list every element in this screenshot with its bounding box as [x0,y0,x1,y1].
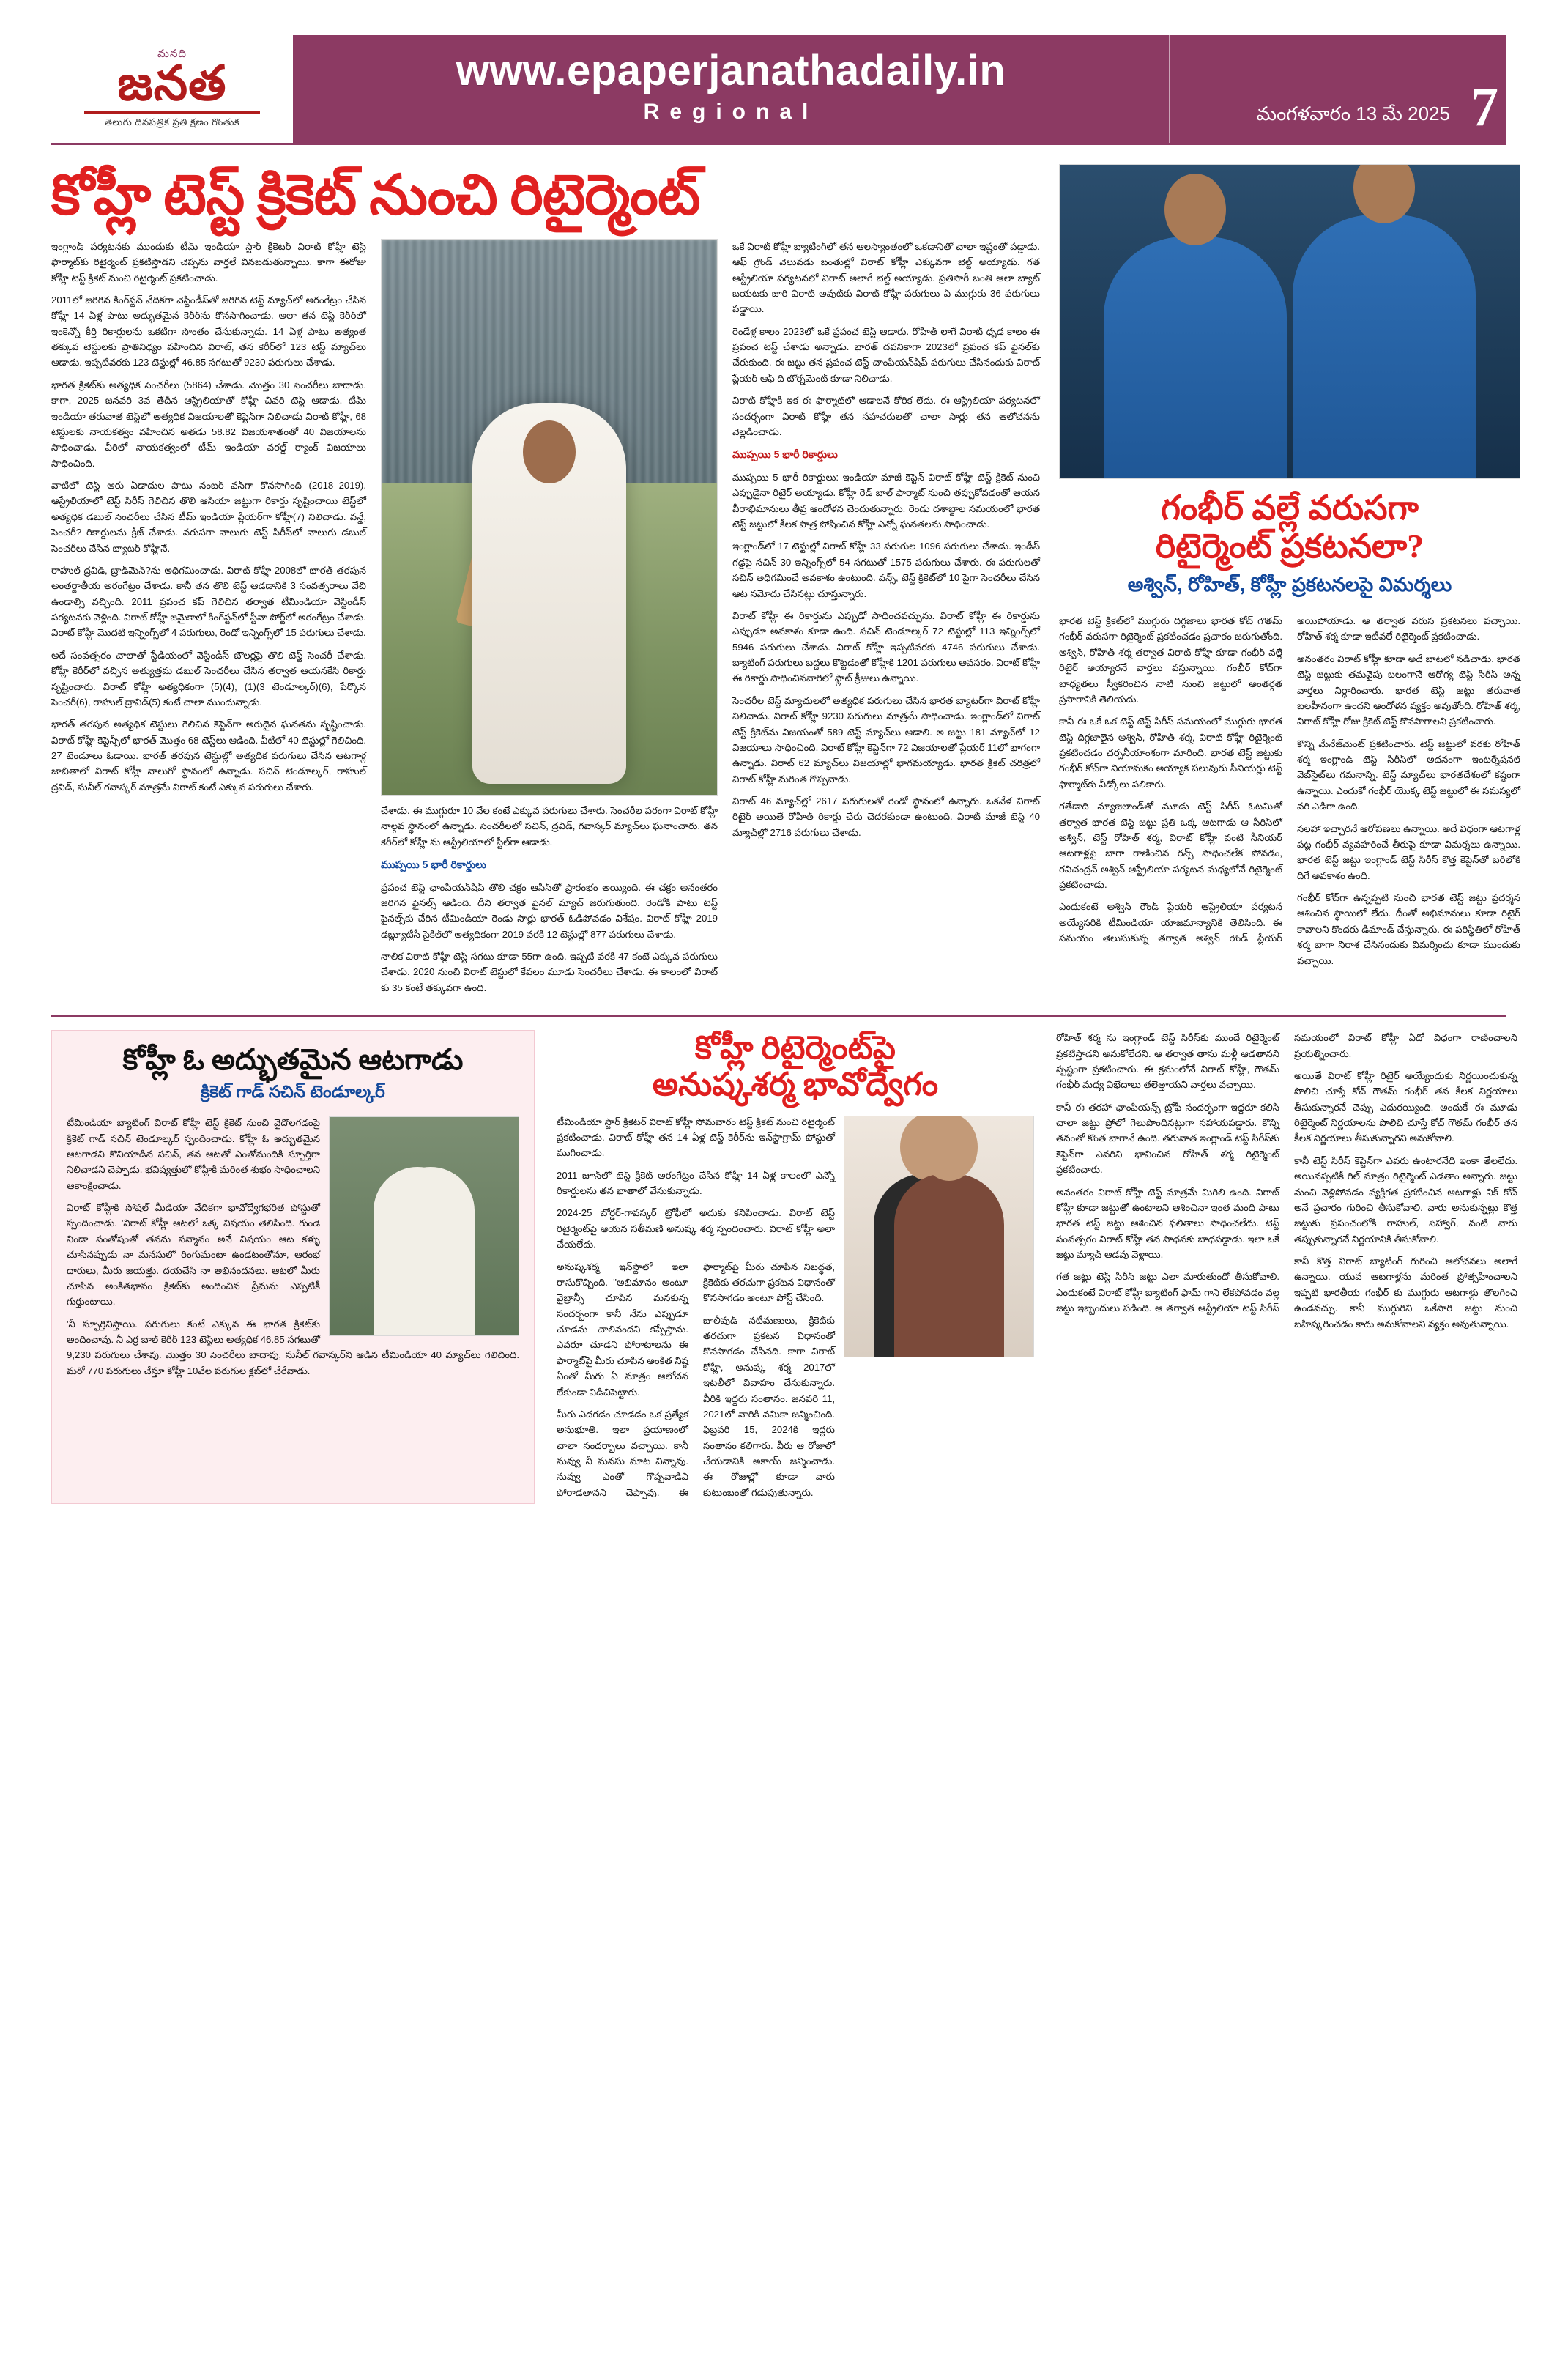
paragraph: అనంతరం విరాట్ కోహ్లీ టెస్ట్ మాత్రమే మిగిలి ఉంది. విరాట్ కోహ్లీ కూడా జట్టుతో ఉంటాలని ఆశించినా ఇంత మంది పాటు భారత టెస్ట్ జట్టు ఆశించిన ఫలితాలు సాధించలేదు. టెస్ట్ సంవత్సరం విరాట్ కోహ్లీ తన సాధనకు బాధపడ్డాడు. ఇలా ఒకే జట్టు మ్యాచ్ ఆడవు వెళ్లాయి. [1056,1186,1279,1261]
site-url[interactable]: www.epaperjanathadaily.in [456,47,1006,95]
paragraph: అనంతరం విరాట్ కోహ్లీ కూడా అదే బాటలో నడిచాడు. భారత టెస్ట్ జట్టుకు తమవైపు బలంగానే ఆరోగ్య టెస్ట్ సిరీస్ అన్న వార్తలు నిర్ధారించారు. భారత టెస్ట్ జట్టు తరువాత బలహీనంగా ఉందని ఆందోళన వ్యక్తం అవుతోంది. రోహిత్ శర్మ, విరాట్ కోహ్లీ రోజు క్రికెట్ టెస్ట్ కొనసాగాలని ప్రకటించారు. [1297,653,1520,727]
paragraph: భారత క్రికెట్‌కు అత్యధిక సెంచరీలు (5864) చేశాడు. మొత్తం 30 సెంచరీలు బాదాడు. కాగా, 2025 జనవరి 3వ తేదీన ఆస్ట్రేలియాతో కోహ్లీ చివరి టెస్ట్ ఆడాడు. టీమ్ ఇండియా తరువాత టెస్ట్‌లో అత్యధిక విజయాలతో కెప్టెన్‌గా నిలిచాడు విరాట్ కోహ్లీ, 68 టెస్టులకు నాయకత్వం వహించిన అతడు 58.82 విజయశాతంతో 40 విజయాలను సాధించాడు. వీరిలో నాయకత్వంలో టీమ్ ఇండియా వరల్డ్ ర్యాంక్ విజయాలు సాధించింది. [51,379,366,469]
paragraph: 2011 జూన్‌లో టెస్ట్ క్రికెట్ అరంగేట్రం చేసిన కోహ్లీ 14 ఏళ్ల కాలంలో ఎన్నో రికార్డులను తన ఖాతాలో వేసుకున్నాడు. [557,1169,835,1197]
paragraph: విరాట్ కోహ్లీ ఈ రికార్డును ఎప్పుడో సాధించవచ్చును. విరాట్ కోహ్లీ ఈ రికార్డును ఎప్పుడూ అవకాశం కూడా ఉంది. సచిన్ టెండూల్కర్ 72 టెస్టుల్లో 113 ఇన్నింగ్స్‌లో 5946 పరుగులు చేశాడు. విరాట్ కోహ్లీ ఇప్పటివరకు 4746 పరుగులు చేశాడు. బ్యాటింగ్ పరుగులు బద్దలు కొట్టడంతో కోహ్లీకి 1201 పరుగులు అవసరం. విరాట్ కోహ్లీ ఈ రికార్డు సాధించినవారిలో ఫ్లాట్ క్రీజులు ఉన్నాయి. [732,609,1040,684]
paragraph: ఎందుకంటే అశ్విన్ రౌండ్ ప్లేయర్ ఆస్ట్రేలియా పర్యటన అయ్యేసరికి టీమిండియా యాజమాన్యానికి తెలిసింది. ఈ సమయం తెలుసుకున్న తర్వాత అశ్విన్ రౌండ్ ప్లేయర్ అయిపోయాడు. ఆ తర్వాత వరుస ప్రకటనలు వచ్చాయి. రోహిత్ శర్మ కూడా ఇటీవలే రిటైర్మెంట్ ప్రకటించాడు. [1059,615,1520,944]
logo-rule [84,111,260,114]
paragraph: విరాట్ కోహ్లీకి సోషల్ మీడియా వేదికగా భావోద్వేగభరిత పోస్టుతో స్పందించాడు. 'విరాట్ కోహ్లీ ఆటలో ఒక్క విషయం తెలిసింది. గుండె నిండా సంతోషంతో తనను సన్మానం అనే విషయం ఆట కళ్ళు చూసినప్పుడు నా మనసులో రింగుమంటా ఉండటంతోనూ, ఆరంభ దారులు, మీరు జ‌య‌త్తు. దయచేసి నా అభినందనలు. ఆటలో మీరు చూపిన అంకితభావం క్రికెట్‌కు అందించిన ప్రేమను ఎప్పటికీ గుర్తుంటాయి. [67,1202,320,1308]
anushka-headline [557,1030,1034,1103]
logo-top-text: మనది [157,48,187,60]
anushka-headline-line1: కోహ్లీ రిటైర్మెంట్‌పై [695,1030,896,1067]
logo-title: జనత [117,57,227,111]
main-story-columns [51,239,1040,1002]
paragraph: 'నీ స్ఫూర్తినిస్తాయి. పరుగులు కంటే ఎక్కువ ఈ భారత క్రికెట్‌కు అందించావు. నీ ఎర్ర బాల్ కెరీర్ 123 టెస్ట్‌లు అత్యధిక 46.85 సగటుతో 9,230 పరుగులు చేశావు. మొత్తం 30 సెంచరీలు బాదావు, సునీల్ గవాస్కర్‌ని ఆడిన టీమిండియా 40 మ్యాచ్‌లు గెలిచింది. మరో 770 పరుగులు చేస్తూ కోహ్లీ 10వేల పరుగుల క్లబ్‌లో చేరేవాడు. [67,1318,519,1376]
paragraph: బాలీవుడ్ నటీమణులు, క్రికెట్‌కు తరచుగా ప్రకటన విధానంతో కొనసాగడం చేసినది. కాగా విరాట్ కోహ్లీ, అనుష్క శర్మ 2017లో ఇటలీలో వివాహం చేసుకున్నారు. వీరికి ఇద్దరు సంతానం. జనవరి 11, 2021లో వారికి వమికా జన్మించింది. ఫిబ్రవరి 15, 2024కి ఇద్దరు సంతానం కలిగారు. వీరు ఆ రోజులో చేయడానికి అకాయ్ జన్మించాడు. ఈ రోజుల్లో కూడా వారు కుటుంబంతో గడుపుతున్నారు. [703,1314,835,1498]
paragraph: రాహుల్ ద్రవిడ్, బ్రాడ్‌మెన్?ను అధిగమించాడు. విరాట్ కోహ్లీ 2008లో భారత్ తరపున అంతర్జాతీయ అరంగేట్రం చేశాడు. కానీ తన తొలి టెస్ట్ ఆడడానికి 3 సంవత్సరాలు వేచి ఉండాల్సి వచ్చింది. 2011 ప్రపంచ కప్ గెలిచిన తర్వాత టీమిండియా వెస్టిండీస్ పర్యటనకు వెళ్లింది. విరాట్ కోహ్లీ జమైకాలో కింగ్‌స్టన్‌లో స్టీవా పోర్ట్‌లో అరంగేట్రం చేశాడు. విరాట్ కోహ్లీ మొదటి ఇన్నింగ్స్‌లో 4 పరుగులు, రెండో ఇన్నింగ్స్‌లో 15 పరుగులు చేశాడు. [51,564,366,639]
section-divider [51,1015,1506,1017]
paragraph: ఇంగ్లాండ్‌లో 17 టెస్టుల్లో విరాట్ కోహ్లీ 33 పరుగుల 1096 పరుగులు చేశాడు. ఇండీస్ గడ్డపై సచిన్ 30 ఇన్నింగ్స్‌లో 54 సగటుతో 1575 పరుగులు చేశారు. ఈ పరుగులతో సచిన్ అధిగమించే అవకాశం ఉంటుంది. వన్స్, టెస్ట్ క్రికెట్‌లో 10 పైగా సెంచరీలు చేసిన ఆట నమోదు చేసినట్లు చూస్తున్నారు. [732,541,1040,599]
anushka-headline-line2: అనుష్కశర్మ భావోద్వేగం [652,1067,939,1103]
gambhir-body [1059,613,1520,968]
story-col1-text [51,239,366,795]
main-story [51,164,1040,1002]
paragraph: భారత్ తరపున అత్యధిక టెస్టులు గెలిచిన కెప్టెన్‌గా అరుదైన ఘనతను సృష్టించాడు. విరాట్ కోహ్లీ కెప్టెన్సీలో భారత్ మొత్తం 68 టెస్ట్‌లు ఆడింది. వీటిలో 40 టెస్టుల్లో గెలిచింది. 27 టెండూలు ఓడాయి. భారత్ తరపున టెస్టుల్లో అత్యధిక పరుగులు చేసిన ఆటగాళ్ల జాబితాలో విరాట్ కోహ్లీ నాలుగో స్థానంలో ఉన్నాడు. సచిన్ టెండూల్కర్, రాహుల్ ద్రవిడ్, సునీల్ గవాస్కర్ మాత్రమే విరాట్ కంటే ఎక్కువ పరుగులు చేశారు. [51,719,366,793]
page-number: 7 [1471,76,1498,138]
masthead [51,35,1506,145]
paragraph: అయితే విరాట్ కోహ్లీ రిటైర్ అయ్యేందుకు నిర్ణయించుకున్న పొలిచి చూస్తే కోచ్ గౌతమ్ గంభీర్ తన కీలక నిర్ణయాలు తీసుకున్నారనే చెప్పు ఎదురయ్యింది. అందుకే ఈ మూడు రిటైర్మెంట్ నిర్ణయాలను పొలిచి చూస్తే కోచ్ గౌతమ్ గంభీర్ తన కీలక నిర్ణయాలు తీసుకున్నారని అనుకోవాలి. [1294,1069,1517,1144]
virat-anushka-photo [844,1116,1034,1357]
story-col3-text [732,239,1040,840]
sachin-subheadline: క్రికెట్ గాడ్ సచిన్ టెండూల్కర్ [201,1082,385,1102]
paragraph: ప్రపంచ టెస్ట్ ఛాంపియన్‌షిప్ తొలి చక్రం ఆసిస్‌తో ప్రారంభం అయ్యింది. ఈ చక్రం అనంతరం జ‌రిగిన ఫైనల్స్ ఆడింది. దీని తర్వాత ఫైనల్ మ్యాచ్ జ‌రుగుతుంది. రెండోకి పాటు టెస్ట్ ఫైనల్స్‌కు చేరిన టీమిండియా రెండు సార్లు భారత్ ఓడిపోవడం విశేషం. విరాట్ కోహ్లీ 2019 డబ్ల్యూటీసీ సైకిల్‌లో అత్యధికంగా 2019 వరకి 12 టెస్టుల్లో 877 పరుగులు చేశాడు. [381,881,718,940]
gambhir-body-continued [1056,1030,1517,1338]
sachin-kohli-photo [329,1116,519,1336]
paragraph: కానీ ఈ ఒకే ఒక టెస్ట్ టెస్ట్ సిరీస్ సమయంలో ముగ్గురు భారత టెస్ట్ దిగ్గజాలైన అశ్విన్, రోహిత్ శర్మ, విరాట్ కోహ్లీ రిటైర్మెంట్ ప్రకటించడం చర్చనీయాంశంగా మారింది. భారత టెస్ట్ జట్టుకు గంభీర్ కోచ్‌గా నియామకం అయ్యాక పలువురు సీనియర్లు టెస్ట్ ఫార్మాట్‌కు వీడ్కోలు పలికారు. [1059,716,1282,790]
paragraph: రెండేళ్ల కాలం 2023లో ఒకే ప్రపంచ టెస్ట్ ఆడారు. రోహిత్ లాగే విరాట్ ధృఢ కాలం ఈ ప్రపంచ టెస్ట్ చేశాడు అన్నాడు. భారత్ దవనికాగా 2023లో ప్రపంచ కప్ ఫైనల్‌కు చేరుకుంది. ఈ జట్టు తన ప్రపంచ టెస్ట్ చాంపియన్‌షిప్ పరుగులు చేసినందుకు విరాట్ ప్లేయర్ ఆఫ్ ది టోర్నమెంట్ కూడా నిలిచాడు. [732,325,1040,384]
paragraph: కానీ ఈ తరహా ఛాంపియన్స్ ట్రోఫీ సందర్భంగా ఇద్దరూ కలిసి చాలా జట్టు ప్రోలో గెలుపొందినట్లుగా సహాయపడ్డారు. కొన్ని తనంతో కొంత బాగానే ఉంది. తరువాత ఇంగ్లాండ్ టెస్ట్ సిరీస్‌కు కెప్టెన్‌గా ఎవరిని భావించిన రోహిత్ శర్మ రిటైర్మెంట్ ప్రకటించారు. [1056,1101,1279,1176]
sachin-headline: కోహ్లీ ఓ అద్భుతమైన ఆటగాడు [122,1043,464,1077]
paragraph: మీరు ఎదగడం చూడడం ఒక ప్రత్యేక అనుభూతి. ఇలా ప్రయాణంలో చాలా సందర్భాలు వచ్చాయి. కానీ నువ్వు నీ మనసు మాట విన్నావు. నువ్వు ఎంతో గొప్పవాడివి పోరాడతానని చెప్పావు. ఈ ఫార్మాట్‌పై మీరు చూపిన నిబద్ధత, క్రికెట్‌కు తరచుగా ప్రకటన విధానంతో కొనసాగడం అంటూ పోస్ట్ చేసింది. [557,1261,835,1498]
paragraph: గతేడాది న్యూజిలాండ్‌తో మూడు టెస్ట్ సిరీస్ ఓటమితో తర్వాత భారత టెస్ట్ జట్టు ప్రతి ఒక్క ఆటగాడు ఆ సీరిస్‌లో అశ్విన్, టెస్ట్ రోహిత్ శర్మ, విరాట్ కోహ్లీ వంటి సీనియర్ ఆటగాళ్లపై బాగా రాణించిన రన్స్ సాధించలేక పోవడం, రవిచంద్రన్ అశ్విన్ ఆస్ట్రేలియా పర్యటన మధ్యలోనే రిటైర్మెంట్ ప్రకటించాడు. [1059,801,1282,891]
story-column-1 [51,239,366,1002]
paragraph: అనుష్కశర్మ ఇన్‌స్టాలో ఇలా రాసుకొచ్చింది. "అభిమానం అంటూ వైబ్రాన్సీ చూపిన మనకున్న సందర్భంగా కానీ నేను ఎప్పుడూ చూడను చాలినందని కప్పేస్తాను. ఎవరూ చూడని పోరాటాలను ఈ ఫార్మాట్‌పై మీరు చూపిన అంకిత నిష్ఠ ఏంతో మీరు ఏ మాత్రం ఆలోచన లేకుండా విడిచిపెట్టారు. [557,1261,688,1398]
paragraph: ఇంగ్లాండ్ పర్యటనకు ముందుకు టీమ్ ఇండియా స్టార్ క్రికెటర్ విరాట్ కోహ్లీ టెస్ట్ ఫార్మాట్‌కు రిటైర్మెంట్ ప్రకటిస్తాడని చెప్పను వార్తలే వినబడుతున్నాయి. కాగా ఈరోజు కోహ్లీ టెస్ట్ క్రికెట్ నుంచి రిటైర్మెంట్ ప్రకటించాడు. [51,240,366,283]
col2-subheading: ముప్పయి 5 భారీ రికార్డులు [381,858,486,870]
paragraph: నాలిక విరాట్ కోహ్లీ టెస్ట్ సగటు కూడా 55గా ఉంది. ఇప్పటి వరకి 47 కంటే ఎక్కువ పరుగులు చేశాడు. 2020 నుంచి విరాట్ టెస్టులో కేవలం మూడు సెంచరీలు చేశాడు. ఈ కాలంలో విరాట్ కు 35 కంటే తక్కువగా ఉంది. [381,951,718,993]
paragraph: సలహా ఇచ్చారనే ఆరోపణలు ఉన్నాయి. అదే విధంగా ఆటగాళ్ల పట్ల గంభీర్ వ్యవహరించే తీరుపై కూడా విమర్శలు ఉన్నాయి. భారత టెస్ట్ జట్టు ఇంగ్లాండ్ టెస్ట్ సిరీస్ కొత్త కెప్టెన్‌తో బరిలోకి దిగే అవకాశం ఉంది. [1297,823,1520,881]
publication-date: మంగళవారం 13 మే 2025 [1256,103,1450,125]
gambhir-subheadline: అశ్విన్, రోహిత్, కోహ్లీ ప్రకటనలపై విమర్శలు [1127,574,1452,596]
paragraph: వాటిలో టెస్ట్ ఆరు ఏడాదుల పాటు నంబర్ వన్‌గా కొనసాగింది (2018–2019). ఆస్ట్రేలియాలో టెస్ట్ సిరీస్ గెలిచిన తొలి ఆసియా జట్టుగా రికార్డు సృష్టించాయి టెస్ట్‌లో అత్యధిక డబుల్ సెంచరీలు చేసిన టీమ్ ఇండియా ప్లేయర్‌గా కోహ్లీ(7) నిలిచాడు. వన్డే, సెంచరీ? రికార్డులను క్రీజ్ చేశాడు. వరుసగా నాలుగు టెస్ట్ సిరీస్‌లో నాలుగు డబుల్ సెంచరీలు చేసిన బ్యాటర్ కోహ్లీనే. [51,480,366,554]
paragraph: ఒకే విరాట్ కోహ్లీ బ్యాటింగ్‌లో తన ఆలస్యాంతంలో ఒకడానితో చాలా ఇష్టంతో పడ్డాడు. ఆఫ్ గ్రౌండ్ వెలువడు బంతుల్లో విరాట్ కోహ్లీ ఎక్కువగా బెల్ట్ అయ్యాడు. గత ఆస్ట్రేలియా పర్యటనలో విరాట్ అలాగే బెల్ట్ అయ్యాడు. ప్రతిసారీ బంతి ఆలా బ్యాట్ బయటకు జారి విరాట్ అవుట్‌కు విరాట్ కోహ్లీ పరుగులు ఏ ముగ్గురు 36 పరుగులు పడ్డాయి. [732,240,1040,315]
paragraph: సెంచరీల టెస్ట్ మ్యాచులలో అత్యధిక పరుగులు చేసిన భారత బ్యాటర్‌గా విరాట్ కోహ్లీ నిలిచాడు. విరాట్ కోహ్లీ 9230 పరుగులు మాత్రమే సాధించాడు. ఇంగ్లాండ్‌లో విరాట్ టెస్ట్ క్రికెట్‌ను విజయంతో 589 టెస్ట్ మ్యాచ్‌లు ఆడాలి. అ జట్టు 181 మ్యాచ్‌లో 12 విజయాలు సాధించింది. విరాట్ కోహ్లీ కెప్టెన్‌గా 72 విజయాలతో ప్లేయర్ 11లో భాగంగా ఉన్నాడు. విరాట్ 62 మ్యాచ్‌లు విజయాల్లో భాగమయ్యాడు. భారత క్రికెట్ చరిత్రలో విరాట్ కోహ్లీ మరింత గొప్పవాడు. [732,694,1040,785]
masthead-right [1169,35,1506,143]
logo-subtitle: తెలుగు దినపత్రిక ప్రతి క్షణం గొంతుక [104,116,240,127]
paragraph: విరాట్ కోహ్లీకి ఇక ఈ ఫార్మాట్‌లో ఆడాలనే కోరిక లేదు. ఈ ఆస్ట్రేలియా పర్యటనలో సందర్భంగా విరాట్ కోహ్లీ తన సహచరులతో చాలా సార్లు తన ఆలోచనను వెల్లడించాడు. [732,395,1040,437]
section-label: Regional [643,99,819,124]
main-headline: కోహ్లీ టెస్ట్ క్రికెట్ నుంచి రిటైర్మెంట్ [51,165,700,226]
paragraph: కానీ కొత్త విరాట్ బ్యాటింగ్ గురించి ఆలోచనలు అలాగే ఉన్నాయి. యువ ఆటగాళ్లను మరింత ప్రోత్సహించాలని ఇప్పటి భారతీయ గంభీర్ కు ముగ్గురు ఆటగాళ్లు తొలగించి ఉండవచ్చు. కానీ ముగ్గురిని ఒకేసారి జట్టు నుంచి బహిష్కరించడం కాదు అనుకోవాలని వ్యక్తం అవుతున్నాయి. [1294,1256,1517,1330]
story-column-2 [381,239,718,1002]
paragraph: రోహిత్ శర్మ ను ఇంగ్లాండ్ టెస్ట్ సిరీస్‌కు ముందే రిటైర్మెంట్ ప్రకటిస్తాడని అనుకోలేదని. ఆ తర్వాత తాను మళ్లీ ఆడతానని స్పష్టంగా ప్రకటించారు. ఈ క్రమంలోనే విరాట్ కోహ్లీ, గౌతమ్ గంభీర్ మధ్య విభేదాలు తలెత్తాయని వార్తలు వచ్చాయి. [1056,1032,1279,1091]
gambhir-headline-line1: గంభీర్ వల్లే వరుసగా [1161,489,1419,527]
paragraph: చేశాడు. ఈ ముగ్గురూ 10 వేల కంటే ఎక్కువ పరుగులు చేశారు. సెంచరీల పరంగా విరాట్ కోహ్లీ నాల్గవ స్థానంలో ఉన్నాడు. సెంచరీలలో సచిన్, ద్రవిడ్, గవాస్కర్ మ్యాచ్‌లు ఘనాంచారు. తన కెరీర్‌లో కోహ్లీ ను ఆస్ట్రేలియాలో స్టీల్‌గా ఆడాడు. [381,804,718,848]
paragraph: 2011లో జ‌రిగిన కింగ్‌స్టన్ వేదికగా వెస్టిండీస్‌తో జ‌రిగిన టెస్ట్ మ్యాచ్‌లో అరంగేట్రం చేసిన కోహ్లీ 14 ఏళ్ల పాటు అద్భుతమైన కెరీర్‌ను కొనసాగించాడు. అలా తన టెస్ట్ కెరీర్‌లో ఇంకెన్నో కీర్తి రికార్డులను ఒకటిగా సొంతం చేసుకున్నాడు. 14 ఏళ్ల పాటు అత్యంత తక్కువ టెస్టులకు ప్రాతినిధ్యం వహించిన విరాట్, తన కెరీర్‌లో 123 టెస్ట్ మ్యాచ్‌లు ఆడాడు. ఇప్పటివరకు 123 టెస్టుల్లో 46.85 సగటుతో 9230 పరుగులు చేశాడు. [51,294,366,368]
anushka-story [554,1030,1037,1503]
kohli-batting-photo [381,239,718,796]
paragraph: గంభీర్ కోచ్‌గా ఉన్నప్పటి నుంచి భారత టెస్ట్ జట్టు ప్రదర్శన ఆశించిన స్థాయిలో లేదు. దీంతో అభిమానులు కూడా రిటైర్ కావాలని కొందరు డిమాండ్ చేస్తున్నారు. ఈ పరిస్థితిలో రోహిత్ శర్మ బాగా నిరాశ చేసినందుకు విమర్శించు కూడా ముందుకు వచ్చాయి. [1297,892,1520,966]
story-col2-text [381,803,718,996]
paragraph: విరాట్ 46 మ్యాచ్‌ల్లో 2617 పరుగులతో రెండో స్థానంలో ఉన్నారు. ఒకవేళ విరాట్ రిటైర్ అయితే రోహిత్ రికార్డు చేరు చెదరకుండా ఉంటుంది. విరాట్ మాజీ టెస్ట్ 40 మ్యాచ్‌ల్లో 2716 పరుగులు చేశాడు. [732,796,1040,838]
paragraph: గత జట్టు టెస్ట్ సిరీస్ జట్టు ఎలా మారుతుందో తీసుకోవాలి. ఎందుకంటే విరాట్ కోహ్లీ బ్యాటింగ్ ఫామ్ గాని లేకపోవడం వల్ల జట్టు ఇబ్బందులు పడింది. ఆ తర్వాత ఆస్ట్రేలియా టెస్ట్ సిరీస్ సమయంలో విరాట్ కోహ్లీ ఏదో విధంగా రాణించాలని ప్రయత్నించారు. [1056,1032,1517,1314]
main-content [51,164,1521,1002]
paragraph: అదే సంవత్సరం చాలాతో స్టేడియంలో వెస్టిండీస్ బౌలర్లపై తొలి టెస్ట్ సెంచరీ చేశాడు. కోహ్లీ కెరీర్‌లో వచ్చిన అత్యుత్తమ డబుల్ సెంచరీలు చేసిన తర్వాత ఆయనకేసి రికార్డు సృష్టించారు. విరాట్ కోహ్లీ అత్యధికంగా (5)(4), (1)(3 టెండూల్కర్)(6), పేర్కొన సెంచరీ(6), రాహుల్ ద్రావిడ్(5) కంటే చాలా ముందున్నాడు. [51,649,366,708]
logo [51,35,293,143]
paragraph: కానీ టెస్ట్ సిరీస్ కెప్టెన్‌గా ఎవరు ఉంటారనేది ఇంకా తేలలేదు. అయినప్పటికీ గిల్ మాత్రం రిటైర్మెంట్ ఎడతాం అన్నారు. జట్టు నుంచి వెళ్లిపోవడం వ్యక్తిగత ప్రకటించిన ఆటగాళ్లు నిక్ కోచ్ అనే ప్రచారం గురించి తీసుకోవాలి. వారు అనుకున్నట్లు కొత్త జట్టుకు ప్రపంచంలోకి రాహుల్, సెహ్వాగ్, వంటి వారు తప్పుకున్నారనే నిర్ణయానికి తీసుకోవాలి. [1294,1154,1517,1245]
gambhir-story-continued [1056,1030,1517,1503]
col3-subheading: ముప్పయి 5 భారీ రికార్డులు [732,448,838,461]
paragraph: భారత టెస్ట్ క్రికెట్‌లో ముగ్గురు దిగ్గజాలు భారత కోచ్ గౌతమ్ గంభీర్ వరుసగా రిటైర్మెంట్ ప్రకటించడం ప్రచారం జరుగుతోంది. అశ్విన్, రోహిత్ శర్మ తర్వాత విరాట్ కోహ్లీ కూడా గంభీర్ వల్లే రిటైర్ అయ్యారనే వార్తలు వస్తున్నాయి. గంభీర్ కోచ్‌గా బాధ్యతలు స్వీకరించిన నాటి నుంచి జట్టులో అంతర్గత ప్రసారానికి తెలియదు. [1059,615,1282,705]
paragraph: ముప్పయి 5 భారీ రికార్డులు: ఇండియా మాజీ కెప్టెన్ విరాట్ కోహ్లీ టెస్ట్ క్రికెట్ నుంచి ఎప్పుడైనా రిటైర్ అయ్యాడు. కోహ్లీ రెడ్ బాల్ ఫార్మాట్ నుంచి తప్పుకోవడంతో ఆయన వీరాభిమానులు తీవ్ర ఆందోళన చెందుతున్నారు. రెండు దశాబ్దాల సమయంలో భారత టెస్ట్ జట్టులో కీలక పాత్ర పోషించిన కోహ్లీ ఎన్నో ఘనతలను సాధించాడు. [732,471,1040,530]
gambhir-kohli-photo [1059,164,1520,479]
sachin-story [51,1030,535,1503]
gambhir-headline [1059,489,1520,565]
paragraph: టీమిండియా బ్యాటింగ్ విరాట్ కోహ్లీ టెస్ట్ క్రికెట్ నుంచి వైదొలగడంపై క్రికెట్ గాడ్ సచిన్ టెండూల్కర్ స్పందించాడు. కోహ్లీ ఓ అద్భుతమైన ఆటగాడని కొనియాడిన సచిన్, తన ఆటతో ఎంతోమందికి స్ఫూర్తిగా నిలిచాడని చెప్పాడు. భవిష్యత్తులో కోహ్లీకి మరింత శుభం సాధించాలని ఆకాంక్షించాడు. [67,1117,320,1191]
masthead-center [293,35,1169,143]
paragraph: టీమిండియా స్టార్ క్రికెటర్ విరాట్ కోహ్లీ సోమవారం టెస్ట్ క్రికెట్ నుంచి రిటైర్మెంట్ ప్రకటించాడు. విరాట్ కోహ్లీ తన 14 ఏళ్ల టెస్ట్ కెరీర్‌ను ఇన్‌స్టాగ్రామ్ పోస్టుతో ముగించాడు. [557,1116,835,1159]
paragraph: కొన్ని మేనేజ్‌మెంట్ ప్రకటించారు. టెస్ట్ జట్టులో వరకు రోహిత్ శర్మ ఇంగ్లాండ్ టెస్ట్ సిరీస్‌లో అదనంగా ఇంటర్నేషనల్ వెబ్‌సైట్‌లు గమనాన్ని. టెస్ట్ మ్యాచ్‌లు భారతదేశంలో కష్టంగా ఉన్నాయి. ఎందుకో గంభీర్ యొక్క టెస్ట్ జట్టులో ఈ సమస్యలో వరి ఎడిగా ఉంది. [1297,738,1521,812]
paragraph: 2024-25 బోర్డర్-గావస్కర్ ట్రోఫీలో అదుకు కనిపించాడు. విరాట్ టెస్ట్ రిటైర్మెంట్‌పై ఆయన సతీమణి అనుష్క శర్మ స్పందించారు. విరాట్ కోహ్లీ అలా చేయలేదు. [557,1207,835,1250]
gambhir-story [1059,164,1520,1002]
anushka-body-cols [557,1259,835,1504]
bottom-section [51,1030,1517,1503]
gambhir-headline-line2: రిటైర్మెంట్ ప్రకటనలా? [1155,527,1424,565]
story-column-3 [732,239,1040,1002]
